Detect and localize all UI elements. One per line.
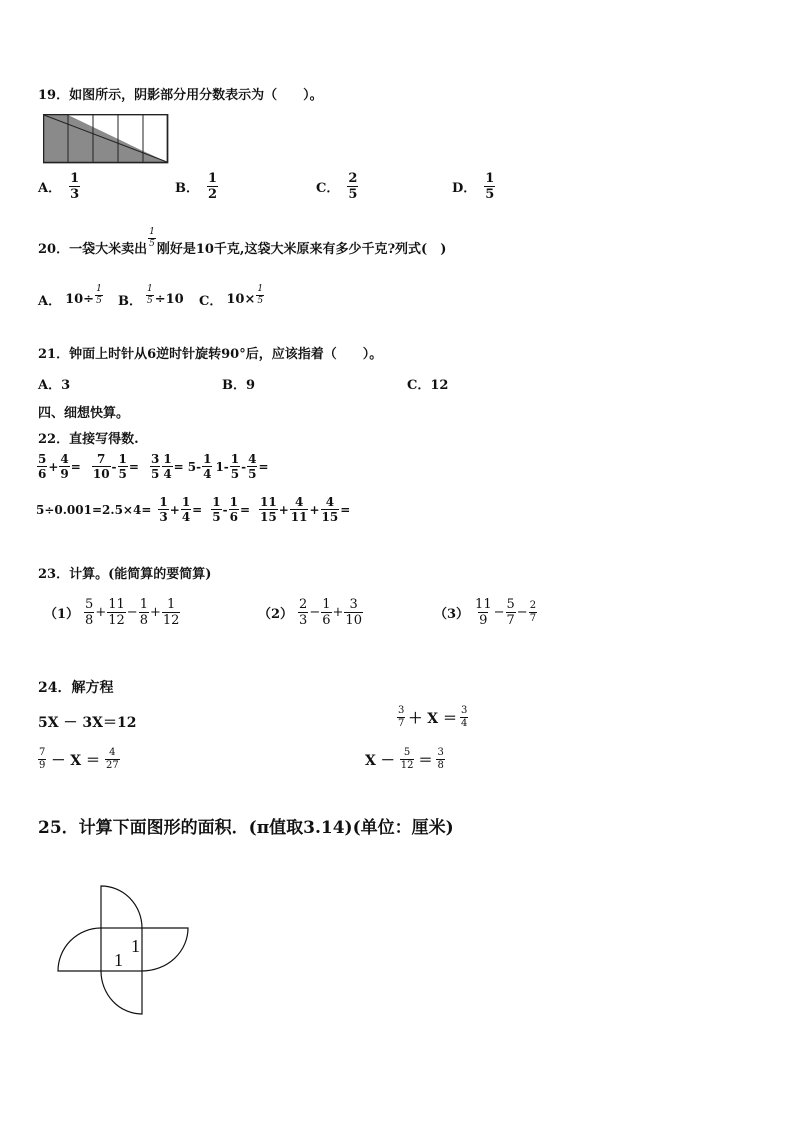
q23-title: 23．计算。(能简算的要简算) <box>38 567 212 582</box>
q25-area-figure <box>54 880 194 1020</box>
q24-equation-3: $\frac{7}{9}$ － X ＝ $\frac{4}{27}$ <box>39 747 119 771</box>
fraction: $\frac{3}{7}$ <box>398 705 405 729</box>
q20-option-a[interactable]: A． 10÷ $\frac{1}{5}$ <box>38 284 102 309</box>
fraction: $\frac{11}{9}$ <box>475 597 492 628</box>
fraction: $\frac{4}{5}$ <box>248 452 257 481</box>
option-label: D． <box>452 181 477 196</box>
fraction: $\frac{4}{9}$ <box>60 452 69 481</box>
fraction: $\frac{4}{11}$ <box>290 495 308 524</box>
fraction: $\frac{4}{27}$ <box>106 747 119 771</box>
q22-row-2: 5÷0.001= 2.5×4= $\frac{1}{3}$ + $\frac{1}{4}$ = $\frac{1}{5}$ - $\frac{1}{6}$ = $\frac{11}{15}$ + $\frac{4}{11}$ + $\frac{4}{15}$ = <box>36 495 351 524</box>
fraction: $\frac{1}{6}$ <box>322 597 331 628</box>
fraction: $\frac{1}{5}$ <box>485 171 495 202</box>
fraction: $\frac{1}{5}$ <box>149 227 155 249</box>
fraction: $\frac{3}{8}$ <box>437 747 444 771</box>
fraction: $\frac{7}{9}$ <box>39 747 46 771</box>
fraction: $\frac{1}{3}$ <box>70 171 80 202</box>
q24-title: 24．解方程 <box>38 680 114 696</box>
fraction: $\frac{2}{3}$ <box>299 597 308 628</box>
fraction: $\frac{1}{3}$ <box>159 495 168 524</box>
q25-label-side-b: 1 <box>131 936 140 956</box>
q19-question: 19．如图所示，阴影部分用分数表示为（ ）。 <box>38 88 323 103</box>
q19-option-d[interactable] <box>452 172 496 201</box>
fraction: $\frac{11}{15}$ <box>260 495 277 524</box>
q21-option-b[interactable]: B．9 <box>222 378 256 393</box>
fraction: $\frac{1}{5}$ <box>147 284 153 306</box>
fraction: $\frac{4}{15}$ <box>321 495 339 524</box>
q19-shaded-rectangle-figure <box>43 114 169 164</box>
fraction: $\frac{1}{4}$ <box>181 495 191 524</box>
fraction: $\frac{1}{5}$ <box>96 284 102 306</box>
option-label: C． <box>316 181 340 196</box>
q24-equation-4: X － $\frac{5}{12}$ ＝ $\frac{3}{8}$ <box>365 747 444 771</box>
fraction: $\frac{5}{12}$ <box>400 747 414 771</box>
fraction: $\frac{3}{4}$ <box>461 705 468 729</box>
fraction: $\frac{7}{10}$ <box>92 452 110 481</box>
option-label: B． <box>175 181 199 196</box>
fraction: $\frac{1}{6}$ <box>229 495 238 524</box>
q23-problem-1: （1） $\frac{5}{8}$ + $\frac{11}{12}$ − $\frac{1}{8}$ + $\frac{1}{12}$ <box>44 597 180 628</box>
q23-problem-3: （3） $\frac{11}{9}$ − $\frac{5}{7}$ − $\frac{2}{7}$ <box>434 597 537 628</box>
fraction: $\frac{1}{2}$ <box>208 171 218 202</box>
q25-label-side-a: 1 <box>114 950 123 970</box>
fraction: $\frac{1}{8}$ <box>139 597 148 628</box>
q20-question: 20．一袋大米卖出 $\frac{1}{5}$ 刚好是10千克,这袋大米原来有多少千克?列式( ) <box>38 227 447 257</box>
fraction: $\frac{2}{5}$ <box>348 171 358 202</box>
fraction: $\frac{1}{5}$ <box>118 452 127 481</box>
fraction: $\frac{3}{10}$ <box>345 597 362 628</box>
section-heading: 四、细想快算。 <box>38 406 130 421</box>
fraction: $\frac{1}{4}$ <box>203 452 212 481</box>
q22-title: 22．直接写得数. <box>38 432 139 447</box>
fraction: $\frac{3}{5}$ <box>150 452 160 481</box>
fraction: $\frac{1}{4}$ <box>163 452 172 481</box>
q20-option-c[interactable]: C． 10× $\frac{1}{5}$ <box>199 284 264 309</box>
q24-equation-1: 5X － 3X＝12 <box>38 715 137 731</box>
q21-option-a[interactable]: A．3 <box>38 378 71 393</box>
q19-option-c[interactable] <box>316 172 359 201</box>
q19-option-a[interactable] <box>38 172 81 201</box>
fraction: $\frac{1}{5}$ <box>230 452 240 481</box>
fraction: $\frac{1}{5}$ <box>212 495 221 524</box>
q21-option-c[interactable]: C．12 <box>407 378 449 393</box>
q19-option-b[interactable] <box>175 172 219 201</box>
fraction: $\frac{1}{5}$ <box>257 284 264 306</box>
fraction: $\frac{5}{7}$ <box>506 597 515 628</box>
q22-row-1: $\frac{5}{6}$ + $\frac{4}{9}$ = $\frac{7}{10}$ - $\frac{1}{5}$ = $\frac{3}{5}$ $\frac{1}{4}$ = 5- $\frac{1}{4}$ 1- $\frac{1}{5}$ - $\frac{4}{5}$ = <box>38 452 269 481</box>
fraction: $\frac{2}{7}$ <box>529 600 537 624</box>
q24-equation-2: $\frac{3}{7}$ ＋ X ＝ $\frac{3}{4}$ <box>398 705 468 729</box>
fraction: $\frac{1}{12}$ <box>162 597 180 628</box>
q21-question: 21．钟面上时针从6逆时针旋转90°后，应该指着（ ）。 <box>38 347 383 362</box>
fraction: $\frac{5}{8}$ <box>85 597 94 628</box>
option-label: A． <box>38 181 62 196</box>
fraction: $\frac{5}{6}$ <box>38 452 47 481</box>
q20-option-b[interactable]: B． $\frac{1}{5}$ ÷10 <box>118 284 184 309</box>
fraction: $\frac{11}{12}$ <box>108 597 125 628</box>
q23-problem-2: （2） $\frac{2}{3}$ − $\frac{1}{6}$ + $\frac{3}{10}$ <box>258 597 362 628</box>
q25-title: 25．计算下面图形的面积．(π值取3.14)(单位：厘米) <box>38 818 454 838</box>
